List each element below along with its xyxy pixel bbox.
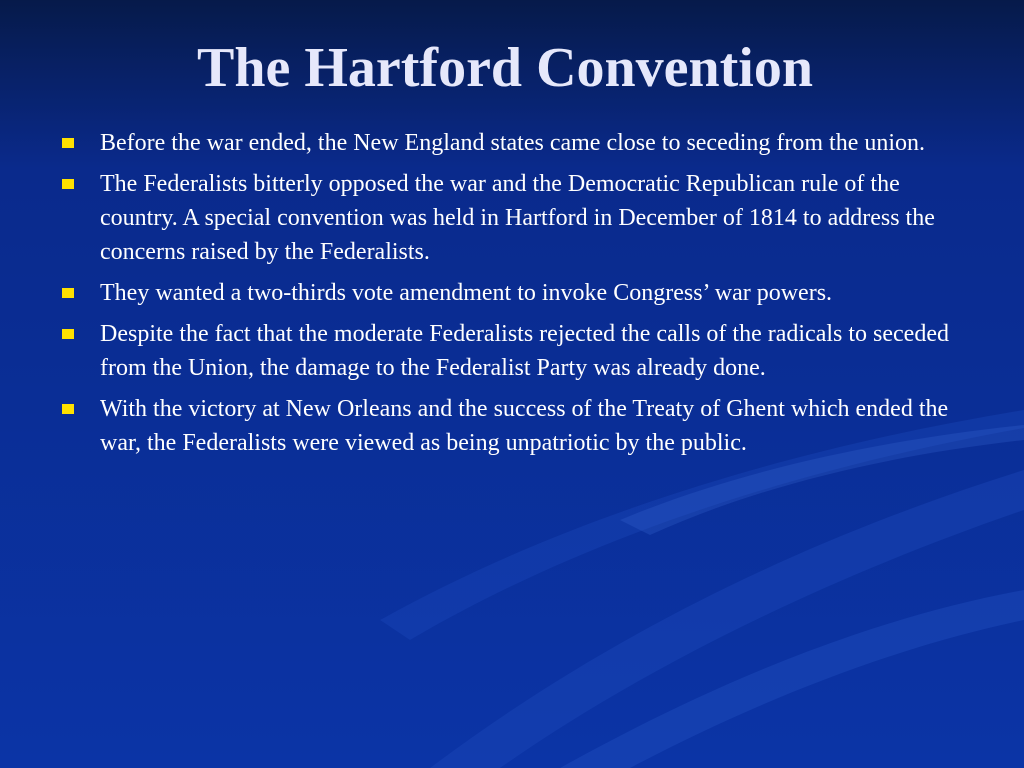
square-bullet-icon [62, 329, 74, 339]
list-item [62, 317, 962, 385]
list-item [62, 276, 962, 310]
list-item [62, 392, 962, 460]
bullet-text: Despite the fact that the moderate Federalists rejected the calls of the radicals to seceded from the Union, the damage to the Federalist Party was already done. [100, 321, 949, 381]
list-item [62, 167, 962, 269]
bullet-text: Before the war ended, the New England states came close to seceding from the union. [100, 130, 926, 156]
list-item [62, 126, 962, 160]
square-bullet-icon [62, 404, 74, 414]
bullet-text: They wanted a two-thirds vote amendment to invoke Congress’ war powers. [100, 280, 833, 306]
bullet-text: With the victory at New Orleans and the success of the Treaty of Ghent which ended the war, the Federalists were viewed as being unpatriotic by the public. [100, 396, 949, 456]
slide-title: The Hartford Convention [197, 37, 813, 99]
square-bullet-icon [62, 179, 74, 189]
square-bullet-icon [62, 288, 74, 298]
bullet-text: The Federalists bitterly opposed the war and the Democratic Republican rule of the country. A special convention was held in Hartford in December of 1814 to address the concerns raised by the Federalists. [100, 171, 935, 265]
square-bullet-icon [62, 138, 74, 148]
bullet-list [62, 126, 962, 467]
